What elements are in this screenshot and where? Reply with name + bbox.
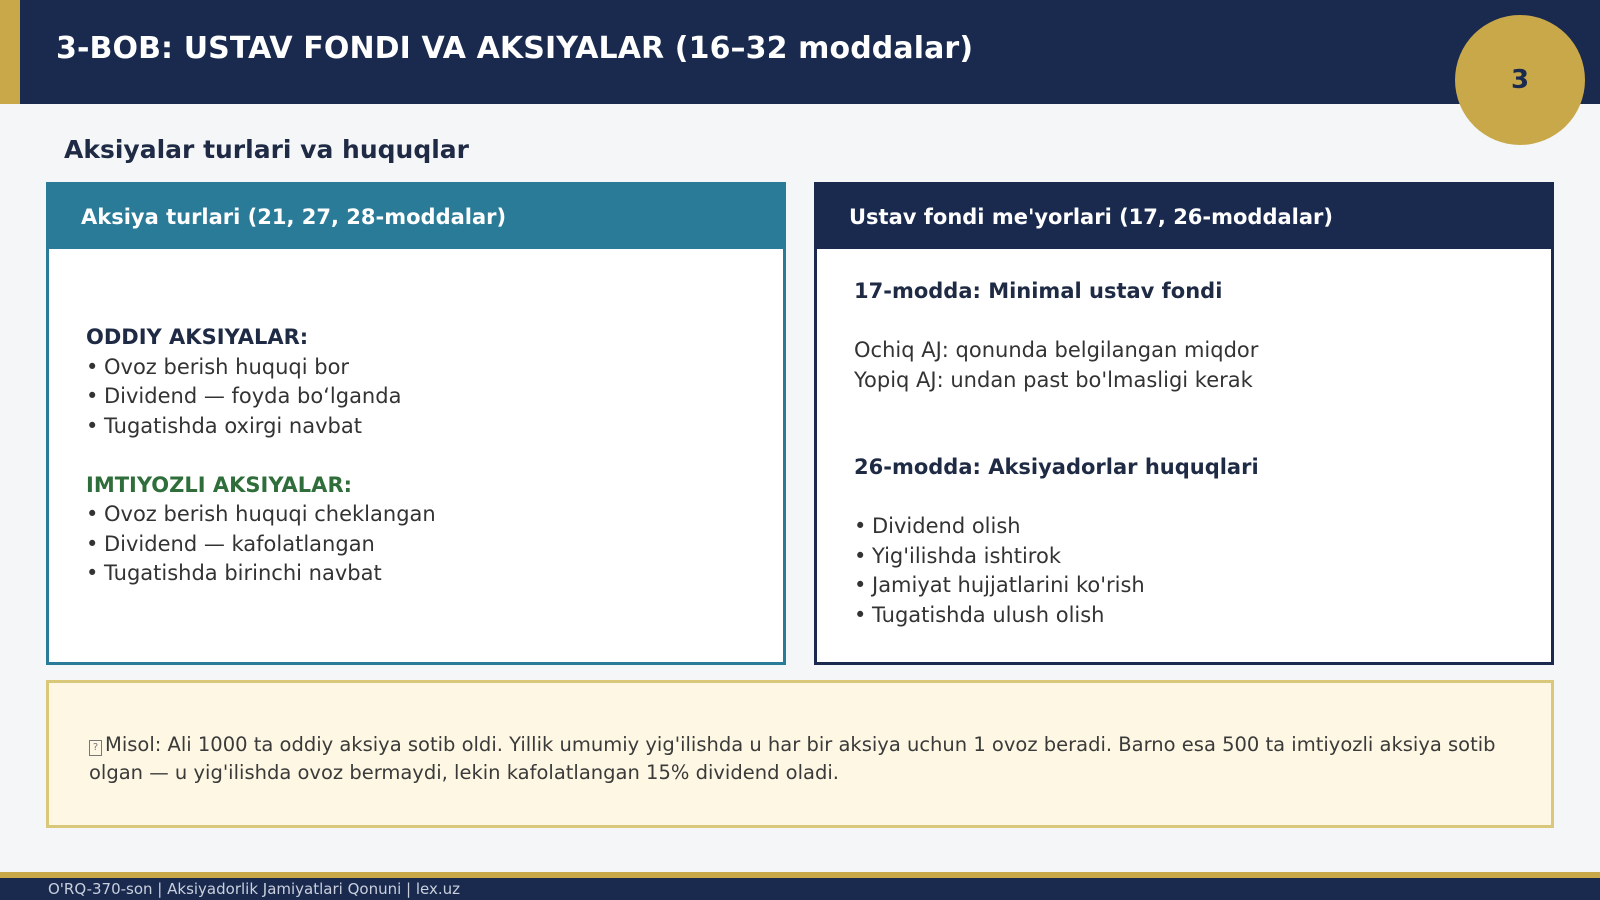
article-26-heading: 26-modda: Aksiyadorlar huquqlari (854, 455, 1259, 479)
missing-glyph-icon: ? (89, 740, 102, 756)
header-accent-bar (0, 0, 20, 104)
bullet-icon: • (854, 543, 867, 568)
bullet-icon: • (86, 354, 99, 379)
article-17-heading: 17-modda: Minimal ustav fondi (854, 279, 1223, 303)
bullet-icon: • (854, 602, 867, 627)
list-item: • Ovoz berish huquqi cheklangan (86, 500, 436, 530)
charter-capital-card-header: Ustav fondi me'yorlari (17, 26-moddalar) (817, 185, 1551, 249)
slide-footer (0, 878, 1600, 900)
bullet-icon: • (854, 573, 867, 597)
list-item: • Jamiyat hujjatlarini ko'rish (854, 571, 1259, 601)
example-box (46, 680, 1554, 828)
share-types-card-body (86, 323, 436, 589)
bullet-icon: • (86, 502, 99, 526)
preferred-shares-heading: IMTIYOZLI AKSIYALAR: (86, 472, 353, 497)
slide-header (0, 0, 1600, 104)
bullet-icon: • (854, 514, 867, 538)
list-item: • Tugatishda ulush olish (854, 601, 1259, 631)
article-17-line: Ochiq AJ: qonunda belgilangan miqdor (854, 338, 1259, 362)
share-types-card-header: Aksiya turlari (21, 27, 28-moddalar) (49, 185, 783, 249)
example-text: Misol: Ali 1000 ta oddiy aksiya sotib oldi. Yillik umumiy yig'ilishda u har bir aksiya uchun 1 ovoz beradi. Barno esa 500 ta imtiyozli aksiya sotib olgan — u yig'ilishda ovoz bermaydi, lekin kafolatlangan 15% dividend oladi. (89, 733, 1496, 784)
bullet-icon: • (86, 384, 99, 408)
page-number-badge: 3 (1455, 15, 1585, 145)
article-17-line: Yopiq AJ: undan past bo'lmasligi kerak (854, 367, 1253, 392)
share-types-card (46, 182, 786, 665)
bullet-icon: • (86, 413, 99, 438)
list-item: • Tugatishda birinchi navbat (86, 559, 436, 589)
bullet-icon: • (86, 531, 99, 556)
charter-capital-card-body (854, 277, 1259, 630)
list-item: • Dividend — foyda bo‘lganda (86, 382, 436, 412)
charter-capital-card (814, 182, 1554, 665)
ordinary-shares-heading: ODDIY AKSIYALAR: (86, 325, 309, 349)
slide-title: 3-BOB: USTAV FONDI VA AKSIYALAR (16–32 moddalar) (56, 31, 974, 66)
list-item: • Dividend — kafolatlangan (86, 530, 436, 560)
footer-text: O'RQ-370-son | Aksiyadorlik Jamiyatlari Qonuni | lex.uz (48, 880, 461, 898)
list-item: • Tugatishda oxirgi navbat (86, 412, 436, 442)
example-text-block (89, 731, 1519, 787)
section-title: Aksiyalar turlari va huquqlar (64, 135, 470, 164)
list-item: • Dividend olish (854, 512, 1259, 542)
list-item: • Ovoz berish huquqi bor (86, 353, 436, 383)
list-item: • Yig'ilishda ishtirok (854, 542, 1259, 572)
bullet-icon: • (86, 561, 99, 585)
